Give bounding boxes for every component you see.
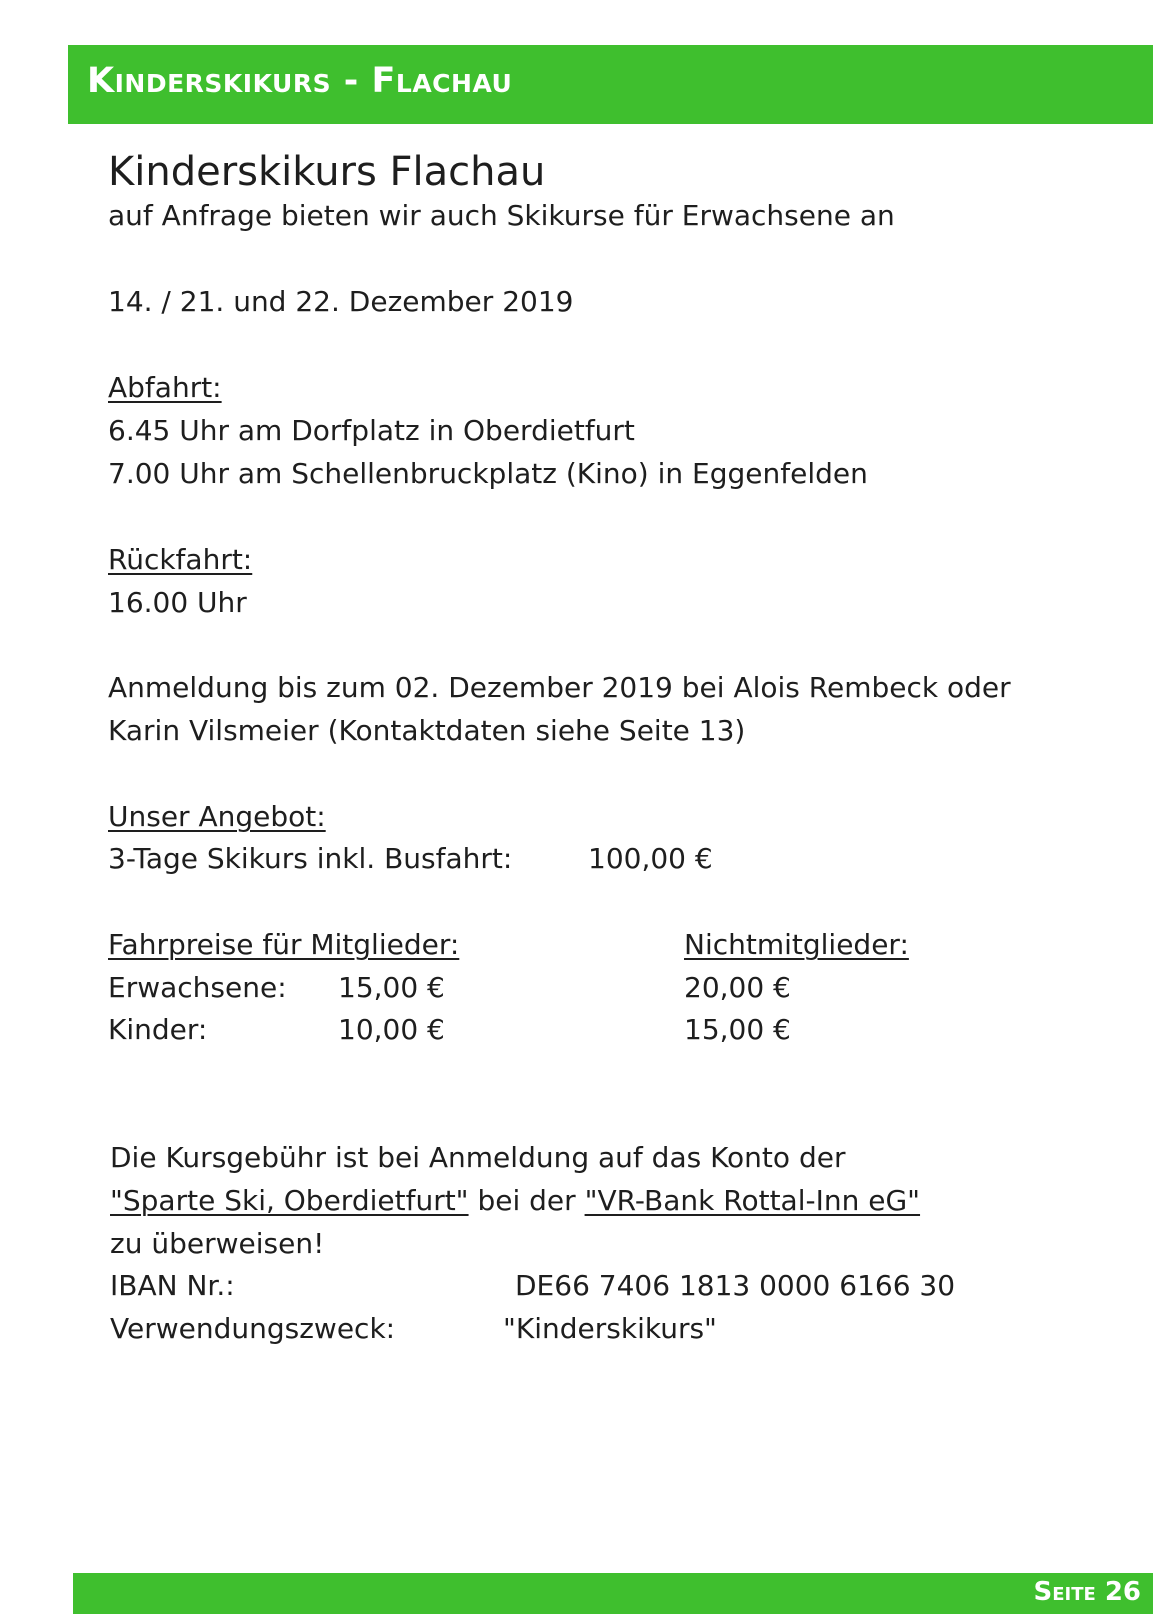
nonmembers-heading: Nichtmitglieder: — [684, 928, 909, 961]
purpose-label: Verwendungszweck: — [110, 1312, 396, 1345]
payment-line-2 — [110, 1184, 920, 1218]
departure-line-2: 7.00 Uhr am Schellenbruckplatz (Kino) in Eggenfelden — [108, 457, 868, 490]
offer-price: 100,00 € — [588, 842, 713, 875]
departure-line-1: 6.45 Uhr am Dorfplatz in Oberdietfurt — [108, 414, 635, 447]
offer-heading: Unser Angebot: — [108, 800, 326, 833]
payment-connector: bei der — [477, 1184, 576, 1217]
fare-row-label: Kinder: — [108, 1013, 208, 1046]
return-heading: Rückfahrt: — [108, 543, 253, 576]
fare-row-label: Erwachsene: — [108, 971, 287, 1004]
payment-line-3: zu überweisen! — [110, 1227, 325, 1260]
offer-label: 3-Tage Skikurs inkl. Busfahrt: — [108, 842, 513, 875]
fare-row-nonmember: 20,00 € — [684, 971, 791, 1004]
departure-heading: Abfahrt: — [108, 371, 222, 404]
fare-row-nonmember: 15,00 € — [684, 1013, 791, 1046]
purpose-value: "Kinderskikurs" — [503, 1312, 717, 1345]
iban-label: IBAN Nr.: — [110, 1269, 235, 1302]
fare-row-member: 10,00 € — [338, 1013, 445, 1046]
page-title: Kinderskikurs Flachau — [108, 149, 546, 195]
subtitle: auf Anfrage bieten wir auch Skikurse für Erwachsene an — [108, 199, 895, 232]
course-dates: 14. / 21. und 22. Dezember 2019 — [108, 285, 574, 318]
registration-line-1: Anmeldung bis zum 02. Dezember 2019 bei Alois Rembeck oder — [108, 671, 1011, 704]
bank-name: "VR-Bank Rottal-Inn eG" — [584, 1184, 921, 1217]
account-name: "Sparte Ski, Oberdietfurt" — [110, 1184, 469, 1217]
header-bar — [68, 45, 1153, 124]
iban-value: DE66 7406 1813 0000 6166 30 — [515, 1269, 956, 1302]
page-number: Seite 26 — [1033, 1577, 1141, 1607]
return-time: 16.00 Uhr — [108, 586, 247, 619]
registration-line-2: Karin Vilsmeier (Kontaktdaten siehe Seite 13) — [108, 714, 746, 747]
footer-bar — [73, 1573, 1153, 1614]
header-title: Kinderskikurs - Flachau — [87, 61, 513, 101]
fare-row-member: 15,00 € — [338, 971, 445, 1004]
members-heading: Fahrpreise für Mitglieder: — [108, 928, 460, 961]
payment-line-1: Die Kursgebühr ist bei Anmeldung auf das Konto der — [110, 1141, 846, 1174]
